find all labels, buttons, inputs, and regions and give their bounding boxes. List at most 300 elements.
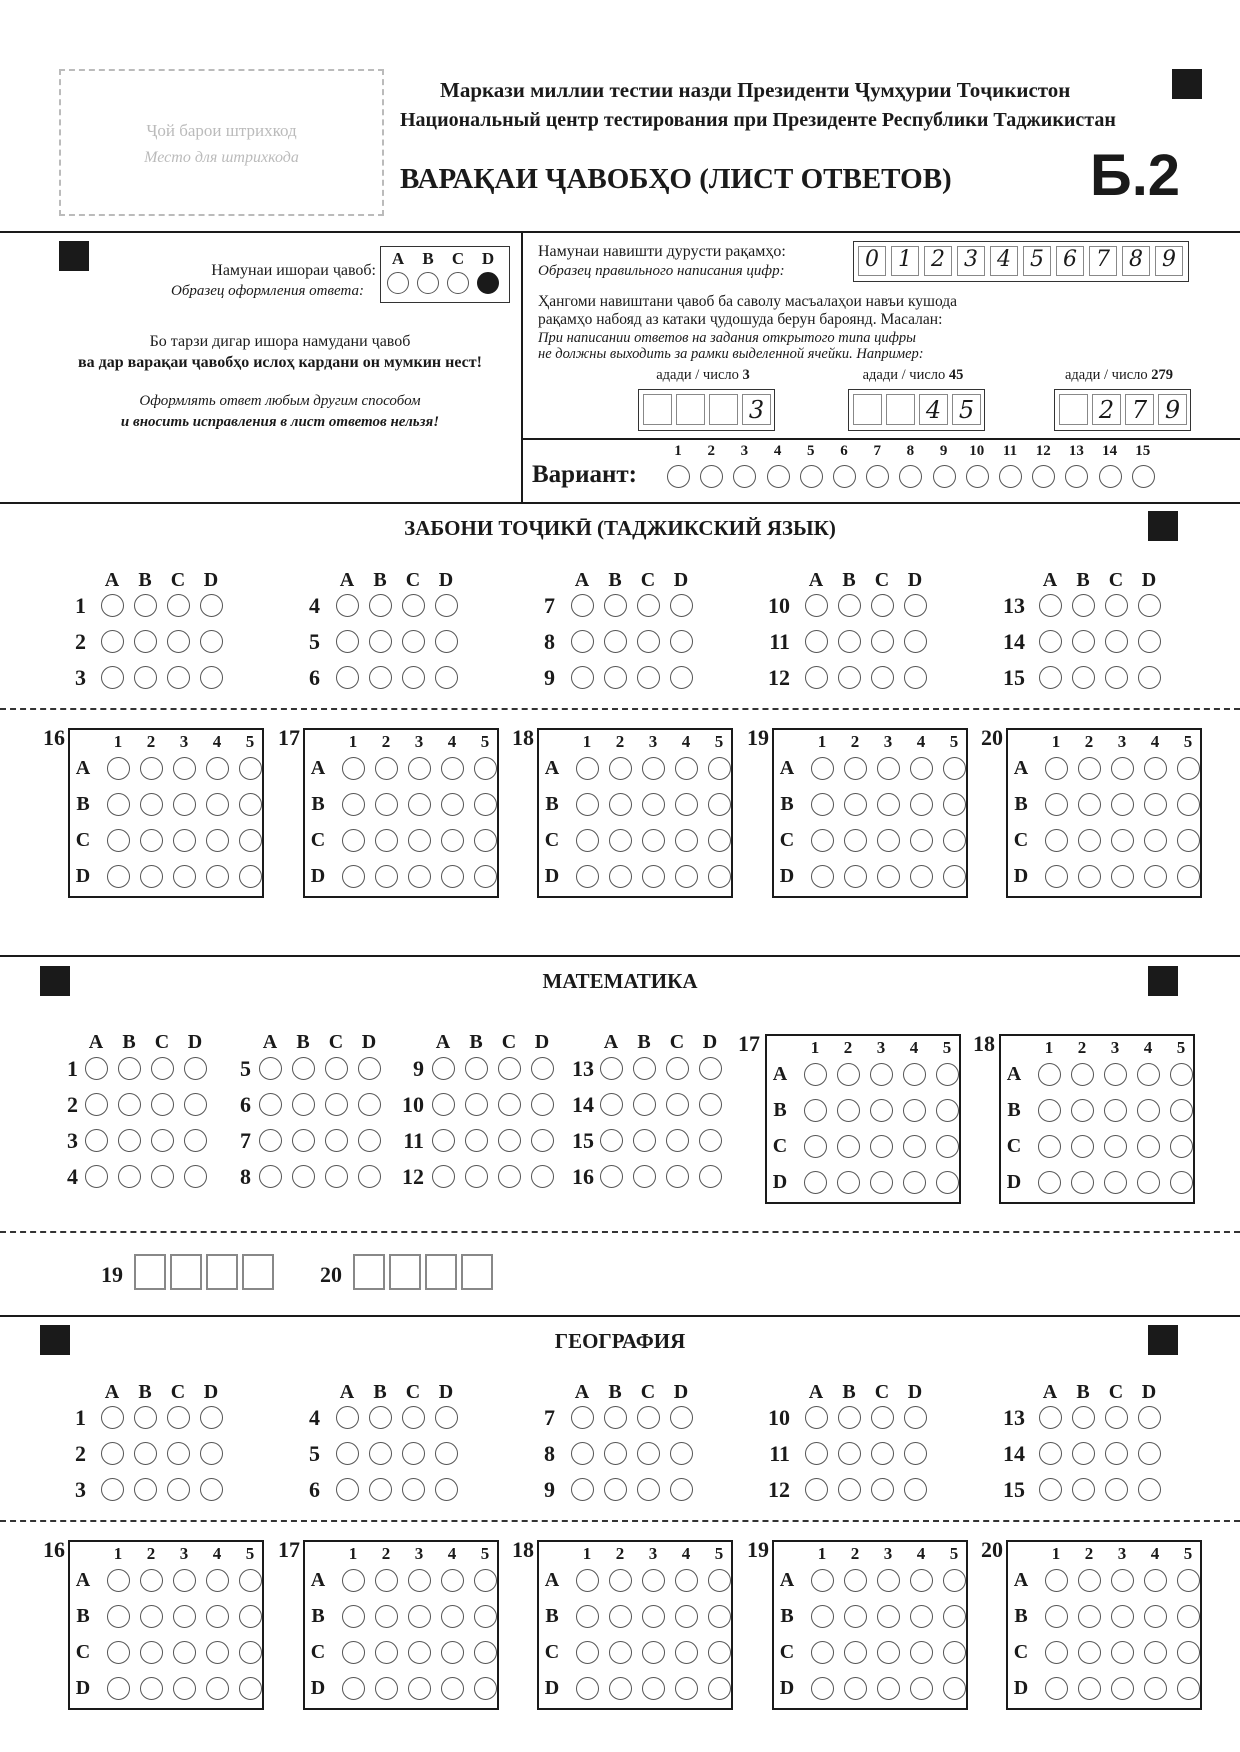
answer-bubble[interactable]: [325, 1057, 348, 1080]
answer-bubble[interactable]: [1137, 1171, 1160, 1194]
answer-bubble[interactable]: [1078, 1641, 1101, 1664]
answer-bubble[interactable]: [633, 1093, 656, 1116]
answer-bubble[interactable]: [642, 865, 665, 888]
answer-bubble[interactable]: [140, 1569, 163, 1592]
answer-bubble[interactable]: [206, 1569, 229, 1592]
answer-bubble[interactable]: [1039, 630, 1062, 653]
answer-bubble[interactable]: [904, 630, 927, 653]
answer-bubble[interactable]: [402, 1442, 425, 1465]
answer-bubble[interactable]: [943, 1641, 966, 1664]
answer-bubble[interactable]: [1104, 1063, 1127, 1086]
answer-bubble[interactable]: [600, 1057, 623, 1080]
answer-cell[interactable]: [206, 1254, 238, 1290]
answer-bubble[interactable]: [675, 829, 698, 852]
answer-cell[interactable]: [134, 1254, 166, 1290]
answer-bubble[interactable]: [670, 1442, 693, 1465]
answer-bubble[interactable]: [432, 1093, 455, 1116]
answer-bubble[interactable]: [441, 1677, 464, 1700]
answer-bubble[interactable]: [936, 1171, 959, 1194]
answer-bubble[interactable]: [239, 1677, 262, 1700]
answer-bubble[interactable]: [369, 1478, 392, 1501]
answer-bubble[interactable]: [1039, 1442, 1062, 1465]
answer-bubble[interactable]: [609, 1677, 632, 1700]
answer-bubble[interactable]: [375, 1677, 398, 1700]
answer-bubble[interactable]: [699, 1165, 722, 1188]
answer-bubble[interactable]: [1111, 1605, 1134, 1628]
answer-bubble[interactable]: [1144, 757, 1167, 780]
answer-bubble[interactable]: [675, 1605, 698, 1628]
answer-bubble[interactable]: [1038, 1063, 1061, 1086]
answer-bubble[interactable]: [600, 1129, 623, 1152]
answer-bubble[interactable]: [1177, 829, 1200, 852]
answer-bubble[interactable]: [1144, 1569, 1167, 1592]
answer-bubble[interactable]: [1045, 793, 1068, 816]
answer-bubble[interactable]: [936, 1063, 959, 1086]
answer-bubble[interactable]: [877, 793, 900, 816]
answer-bubble[interactable]: [675, 793, 698, 816]
answer-bubble[interactable]: [1072, 630, 1095, 653]
answer-bubble[interactable]: [600, 1165, 623, 1188]
answer-bubble[interactable]: [811, 757, 834, 780]
answer-bubble[interactable]: [151, 1165, 174, 1188]
answer-bubble[interactable]: [1144, 865, 1167, 888]
answer-bubble[interactable]: [609, 865, 632, 888]
answer-bubble[interactable]: [708, 1605, 731, 1628]
answer-bubble[interactable]: [1177, 1605, 1200, 1628]
answer-bubble[interactable]: [1138, 594, 1161, 617]
answer-bubble[interactable]: [498, 1057, 521, 1080]
answer-bubble[interactable]: [292, 1129, 315, 1152]
answer-bubble[interactable]: [870, 1171, 893, 1194]
answer-bubble[interactable]: [871, 1442, 894, 1465]
answer-bubble[interactable]: [877, 1605, 900, 1628]
answer-bubble[interactable]: [239, 1569, 262, 1592]
answer-bubble[interactable]: [642, 1569, 665, 1592]
answer-bubble[interactable]: [358, 1165, 381, 1188]
answer-bubble[interactable]: [675, 1677, 698, 1700]
answer-bubble[interactable]: [474, 757, 497, 780]
answer-bubble[interactable]: [435, 666, 458, 689]
answer-bubble[interactable]: [805, 1406, 828, 1429]
answer-bubble[interactable]: [1071, 1135, 1094, 1158]
answer-bubble[interactable]: [1177, 757, 1200, 780]
answer-bubble[interactable]: [173, 1677, 196, 1700]
answer-bubble[interactable]: [1078, 1605, 1101, 1628]
answer-bubble[interactable]: [1177, 1641, 1200, 1664]
answer-bubble[interactable]: [904, 1442, 927, 1465]
answer-bubble[interactable]: [609, 1569, 632, 1592]
answer-bubble[interactable]: [1144, 829, 1167, 852]
answer-bubble[interactable]: [1078, 865, 1101, 888]
answer-cell[interactable]: [242, 1254, 274, 1290]
answer-bubble[interactable]: [805, 1478, 828, 1501]
answer-bubble[interactable]: [1170, 1099, 1193, 1122]
answer-bubble[interactable]: [140, 1641, 163, 1664]
answer-bubble[interactable]: [441, 757, 464, 780]
answer-bubble[interactable]: [804, 1099, 827, 1122]
answer-bubble[interactable]: [336, 594, 359, 617]
answer-bubble[interactable]: [369, 630, 392, 653]
answer-bubble[interactable]: [870, 1135, 893, 1158]
answer-bubble[interactable]: [1138, 630, 1161, 653]
answer-bubble[interactable]: [633, 1165, 656, 1188]
answer-bubble[interactable]: [838, 594, 861, 617]
answer-bubble[interactable]: [167, 594, 190, 617]
answer-bubble[interactable]: [474, 1569, 497, 1592]
answer-bubble[interactable]: [85, 1165, 108, 1188]
answer-bubble[interactable]: [342, 1569, 365, 1592]
answer-bubble[interactable]: [259, 1129, 282, 1152]
answer-bubble[interactable]: [375, 1641, 398, 1664]
answer-cell[interactable]: [461, 1254, 493, 1290]
answer-bubble[interactable]: [435, 630, 458, 653]
variant-bubble[interactable]: [1032, 465, 1055, 488]
answer-bubble[interactable]: [342, 865, 365, 888]
answer-bubble[interactable]: [576, 1605, 599, 1628]
answer-bubble[interactable]: [1111, 829, 1134, 852]
answer-bubble[interactable]: [1078, 1677, 1101, 1700]
answer-bubble[interactable]: [140, 793, 163, 816]
answer-bubble[interactable]: [408, 1605, 431, 1628]
answer-cell[interactable]: [425, 1254, 457, 1290]
answer-bubble[interactable]: [943, 1677, 966, 1700]
answer-bubble[interactable]: [642, 829, 665, 852]
answer-bubble[interactable]: [408, 865, 431, 888]
answer-bubble[interactable]: [943, 865, 966, 888]
answer-bubble[interactable]: [1045, 1641, 1068, 1664]
answer-bubble[interactable]: [844, 1641, 867, 1664]
answer-bubble[interactable]: [1144, 793, 1167, 816]
answer-bubble[interactable]: [1170, 1171, 1193, 1194]
answer-bubble[interactable]: [342, 1677, 365, 1700]
answer-bubble[interactable]: [804, 1063, 827, 1086]
answer-bubble[interactable]: [837, 1135, 860, 1158]
answer-bubble[interactable]: [699, 1093, 722, 1116]
answer-bubble[interactable]: [642, 1641, 665, 1664]
answer-bubble[interactable]: [259, 1165, 282, 1188]
answer-bubble[interactable]: [637, 594, 660, 617]
answer-bubble[interactable]: [200, 594, 223, 617]
answer-bubble[interactable]: [604, 1442, 627, 1465]
answer-bubble[interactable]: [1105, 594, 1128, 617]
answer-bubble[interactable]: [609, 829, 632, 852]
answer-bubble[interactable]: [910, 829, 933, 852]
answer-bubble[interactable]: [871, 666, 894, 689]
answer-bubble[interactable]: [375, 793, 398, 816]
answer-bubble[interactable]: [666, 1165, 689, 1188]
answer-bubble[interactable]: [465, 1093, 488, 1116]
answer-bubble[interactable]: [708, 757, 731, 780]
answer-bubble[interactable]: [844, 1677, 867, 1700]
answer-bubble[interactable]: [903, 1099, 926, 1122]
answer-bubble[interactable]: [571, 666, 594, 689]
answer-cell[interactable]: [389, 1254, 421, 1290]
answer-bubble[interactable]: [239, 1641, 262, 1664]
answer-bubble[interactable]: [151, 1057, 174, 1080]
answer-bubble[interactable]: [675, 1641, 698, 1664]
answer-bubble[interactable]: [239, 829, 262, 852]
answer-bubble[interactable]: [838, 630, 861, 653]
answer-bubble[interactable]: [1078, 1569, 1101, 1592]
answer-bubble[interactable]: [699, 1129, 722, 1152]
answer-bubble[interactable]: [474, 1641, 497, 1664]
answer-bubble[interactable]: [134, 1442, 157, 1465]
answer-bubble[interactable]: [708, 829, 731, 852]
answer-bubble[interactable]: [609, 757, 632, 780]
answer-bubble[interactable]: [134, 594, 157, 617]
answer-bubble[interactable]: [670, 666, 693, 689]
answer-bubble[interactable]: [1105, 1406, 1128, 1429]
answer-bubble[interactable]: [239, 793, 262, 816]
answer-bubble[interactable]: [675, 757, 698, 780]
answer-bubble[interactable]: [1137, 1135, 1160, 1158]
answer-bubble[interactable]: [604, 630, 627, 653]
answer-bubble[interactable]: [85, 1057, 108, 1080]
answer-bubble[interactable]: [1039, 594, 1062, 617]
answer-bubble[interactable]: [134, 666, 157, 689]
answer-bubble[interactable]: [1144, 1641, 1167, 1664]
answer-bubble[interactable]: [1045, 865, 1068, 888]
answer-bubble[interactable]: [637, 666, 660, 689]
answer-bubble[interactable]: [604, 594, 627, 617]
answer-bubble[interactable]: [910, 757, 933, 780]
answer-bubble[interactable]: [435, 1478, 458, 1501]
answer-bubble[interactable]: [402, 666, 425, 689]
answer-bubble[interactable]: [441, 829, 464, 852]
answer-bubble[interactable]: [844, 865, 867, 888]
answer-bubble[interactable]: [408, 1677, 431, 1700]
answer-bubble[interactable]: [708, 1641, 731, 1664]
answer-bubble[interactable]: [576, 1641, 599, 1664]
answer-bubble[interactable]: [609, 1605, 632, 1628]
answer-bubble[interactable]: [1038, 1099, 1061, 1122]
variant-bubble[interactable]: [899, 465, 922, 488]
answer-bubble[interactable]: [838, 1406, 861, 1429]
answer-bubble[interactable]: [151, 1093, 174, 1116]
answer-bubble[interactable]: [474, 865, 497, 888]
answer-bubble[interactable]: [1104, 1171, 1127, 1194]
answer-bubble[interactable]: [904, 1478, 927, 1501]
answer-bubble[interactable]: [118, 1129, 141, 1152]
answer-bubble[interactable]: [441, 865, 464, 888]
answer-bubble[interactable]: [877, 865, 900, 888]
answer-bubble[interactable]: [576, 1677, 599, 1700]
answer-bubble[interactable]: [571, 630, 594, 653]
answer-bubble[interactable]: [292, 1165, 315, 1188]
answer-bubble[interactable]: [1111, 1677, 1134, 1700]
answer-bubble[interactable]: [1072, 594, 1095, 617]
answer-bubble[interactable]: [118, 1165, 141, 1188]
answer-bubble[interactable]: [1177, 865, 1200, 888]
answer-bubble[interactable]: [811, 1677, 834, 1700]
answer-bubble[interactable]: [200, 1442, 223, 1465]
answer-bubble[interactable]: [576, 1569, 599, 1592]
answer-bubble[interactable]: [206, 1605, 229, 1628]
answer-bubble[interactable]: [642, 1605, 665, 1628]
variant-bubble[interactable]: [700, 465, 723, 488]
answer-bubble[interactable]: [85, 1129, 108, 1152]
answer-bubble[interactable]: [1104, 1099, 1127, 1122]
answer-bubble[interactable]: [134, 1406, 157, 1429]
answer-bubble[interactable]: [498, 1165, 521, 1188]
answer-bubble[interactable]: [408, 829, 431, 852]
answer-bubble[interactable]: [118, 1057, 141, 1080]
answer-bubble[interactable]: [811, 865, 834, 888]
answer-bubble[interactable]: [402, 1478, 425, 1501]
answer-bubble[interactable]: [173, 1605, 196, 1628]
answer-bubble[interactable]: [943, 793, 966, 816]
answer-bubble[interactable]: [837, 1099, 860, 1122]
answer-bubble[interactable]: [571, 1478, 594, 1501]
answer-bubble[interactable]: [184, 1129, 207, 1152]
answer-cell[interactable]: [353, 1254, 385, 1290]
variant-bubble[interactable]: [833, 465, 856, 488]
answer-bubble[interactable]: [1039, 1478, 1062, 1501]
answer-bubble[interactable]: [903, 1135, 926, 1158]
answer-bubble[interactable]: [206, 757, 229, 780]
answer-cell[interactable]: [170, 1254, 202, 1290]
answer-bubble[interactable]: [441, 1641, 464, 1664]
answer-bubble[interactable]: [1045, 757, 1068, 780]
answer-bubble[interactable]: [811, 1641, 834, 1664]
answer-bubble[interactable]: [432, 1165, 455, 1188]
answer-bubble[interactable]: [167, 666, 190, 689]
answer-bubble[interactable]: [498, 1093, 521, 1116]
answer-bubble[interactable]: [1137, 1063, 1160, 1086]
answer-bubble[interactable]: [837, 1171, 860, 1194]
answer-bubble[interactable]: [637, 630, 660, 653]
answer-bubble[interactable]: [910, 1569, 933, 1592]
answer-bubble[interactable]: [1045, 1569, 1068, 1592]
answer-bubble[interactable]: [571, 594, 594, 617]
answer-bubble[interactable]: [576, 793, 599, 816]
answer-bubble[interactable]: [206, 1641, 229, 1664]
answer-bubble[interactable]: [239, 757, 262, 780]
answer-bubble[interactable]: [609, 793, 632, 816]
answer-bubble[interactable]: [871, 594, 894, 617]
answer-bubble[interactable]: [838, 666, 861, 689]
answer-bubble[interactable]: [336, 1406, 359, 1429]
answer-bubble[interactable]: [844, 1569, 867, 1592]
answer-bubble[interactable]: [670, 594, 693, 617]
answer-bubble[interactable]: [910, 865, 933, 888]
answer-bubble[interactable]: [402, 594, 425, 617]
answer-bubble[interactable]: [474, 1605, 497, 1628]
answer-bubble[interactable]: [173, 865, 196, 888]
answer-bubble[interactable]: [708, 1569, 731, 1592]
answer-bubble[interactable]: [173, 1641, 196, 1664]
answer-bubble[interactable]: [877, 1641, 900, 1664]
answer-bubble[interactable]: [633, 1057, 656, 1080]
answer-bubble[interactable]: [670, 630, 693, 653]
answer-bubble[interactable]: [342, 1605, 365, 1628]
answer-bubble[interactable]: [101, 1478, 124, 1501]
answer-bubble[interactable]: [1138, 666, 1161, 689]
answer-bubble[interactable]: [943, 1605, 966, 1628]
answer-bubble[interactable]: [140, 757, 163, 780]
answer-bubble[interactable]: [107, 1677, 130, 1700]
answer-bubble[interactable]: [936, 1135, 959, 1158]
answer-bubble[interactable]: [375, 757, 398, 780]
answer-bubble[interactable]: [699, 1057, 722, 1080]
answer-bubble[interactable]: [877, 757, 900, 780]
answer-bubble[interactable]: [877, 829, 900, 852]
answer-bubble[interactable]: [432, 1057, 455, 1080]
variant-bubble[interactable]: [1099, 465, 1122, 488]
answer-bubble[interactable]: [1144, 1605, 1167, 1628]
answer-bubble[interactable]: [375, 865, 398, 888]
answer-bubble[interactable]: [200, 630, 223, 653]
answer-bubble[interactable]: [642, 793, 665, 816]
answer-bubble[interactable]: [173, 757, 196, 780]
answer-bubble[interactable]: [1078, 757, 1101, 780]
answer-bubble[interactable]: [904, 1406, 927, 1429]
variant-bubble[interactable]: [800, 465, 823, 488]
answer-bubble[interactable]: [1105, 666, 1128, 689]
answer-bubble[interactable]: [151, 1129, 174, 1152]
answer-bubble[interactable]: [1177, 1569, 1200, 1592]
answer-bubble[interactable]: [441, 1605, 464, 1628]
answer-bubble[interactable]: [904, 594, 927, 617]
answer-bubble[interactable]: [134, 1478, 157, 1501]
answer-bubble[interactable]: [1104, 1135, 1127, 1158]
answer-bubble[interactable]: [870, 1063, 893, 1086]
variant-bubble[interactable]: [1065, 465, 1088, 488]
answer-bubble[interactable]: [637, 1406, 660, 1429]
answer-bubble[interactable]: [604, 1406, 627, 1429]
variant-bubble[interactable]: [667, 465, 690, 488]
answer-bubble[interactable]: [206, 1677, 229, 1700]
variant-bubble[interactable]: [767, 465, 790, 488]
answer-bubble[interactable]: [173, 829, 196, 852]
answer-bubble[interactable]: [531, 1093, 554, 1116]
answer-bubble[interactable]: [531, 1165, 554, 1188]
answer-bubble[interactable]: [576, 757, 599, 780]
variant-bubble[interactable]: [866, 465, 889, 488]
answer-bubble[interactable]: [474, 829, 497, 852]
answer-bubble[interactable]: [85, 1093, 108, 1116]
answer-bubble[interactable]: [474, 1677, 497, 1700]
answer-bubble[interactable]: [1071, 1171, 1094, 1194]
answer-bubble[interactable]: [1144, 1677, 1167, 1700]
answer-bubble[interactable]: [101, 594, 124, 617]
answer-bubble[interactable]: [1039, 1406, 1062, 1429]
answer-bubble[interactable]: [1177, 793, 1200, 816]
answer-bubble[interactable]: [1045, 829, 1068, 852]
answer-bubble[interactable]: [877, 1677, 900, 1700]
answer-bubble[interactable]: [571, 1406, 594, 1429]
answer-bubble[interactable]: [358, 1129, 381, 1152]
answer-bubble[interactable]: [1078, 829, 1101, 852]
answer-bubble[interactable]: [943, 829, 966, 852]
answer-bubble[interactable]: [576, 829, 599, 852]
answer-bubble[interactable]: [1137, 1099, 1160, 1122]
answer-bubble[interactable]: [259, 1057, 282, 1080]
answer-bubble[interactable]: [369, 594, 392, 617]
answer-bubble[interactable]: [408, 1641, 431, 1664]
answer-bubble[interactable]: [531, 1129, 554, 1152]
answer-bubble[interactable]: [910, 1605, 933, 1628]
answer-bubble[interactable]: [325, 1093, 348, 1116]
variant-bubble[interactable]: [966, 465, 989, 488]
answer-bubble[interactable]: [1071, 1063, 1094, 1086]
answer-bubble[interactable]: [1038, 1171, 1061, 1194]
answer-bubble[interactable]: [871, 1406, 894, 1429]
answer-bubble[interactable]: [435, 1442, 458, 1465]
answer-bubble[interactable]: [107, 757, 130, 780]
answer-bubble[interactable]: [633, 1129, 656, 1152]
answer-bubble[interactable]: [910, 1677, 933, 1700]
